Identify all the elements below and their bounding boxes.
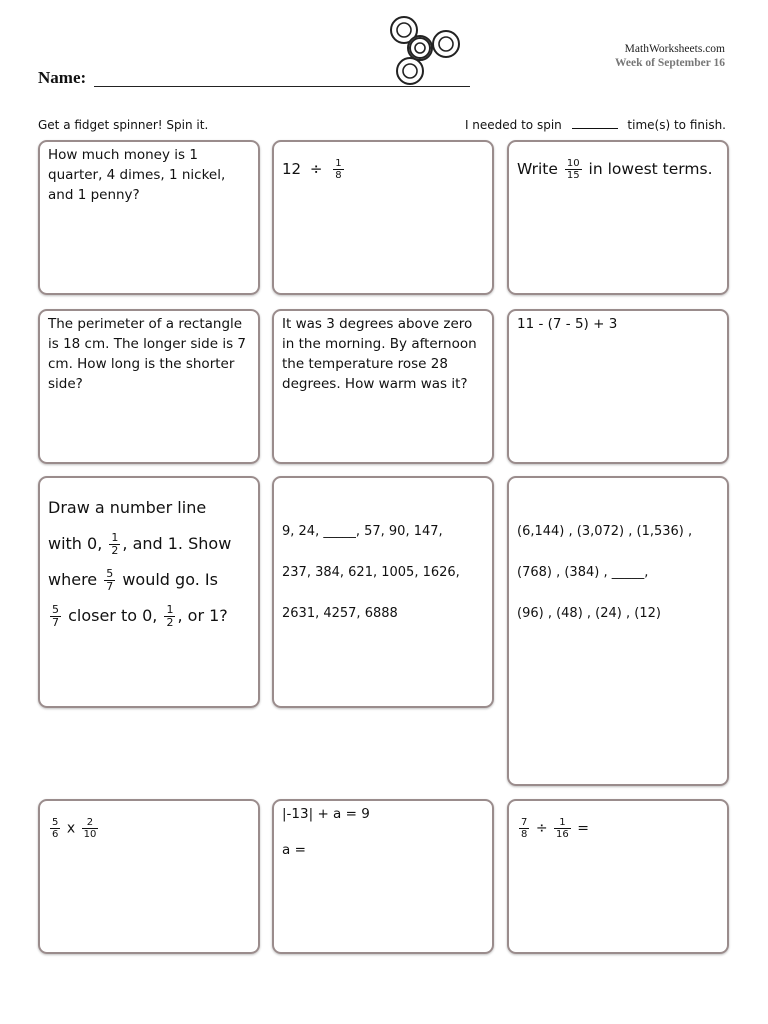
sequence-line-3: (96) , (48) , (24) , (12)	[517, 606, 661, 621]
name-field-line[interactable]	[94, 86, 470, 87]
sequence-line-1: (6,144) , (3,072) , (1,536) ,	[517, 524, 693, 539]
division-operator: ÷	[309, 160, 323, 178]
line-4	[48, 598, 250, 634]
question-box-10	[38, 799, 260, 954]
question-box-3	[507, 140, 729, 295]
instruction-right-start: I needed to spin	[464, 118, 562, 132]
text: , and 1. Show	[122, 534, 232, 553]
question-box-4	[38, 309, 260, 464]
fraction-five-sevenths	[104, 568, 115, 593]
numerator: 1	[111, 531, 119, 544]
fidget-spinner-icon	[386, 16, 462, 86]
numerator: 5	[106, 567, 114, 580]
question-box-11	[272, 799, 494, 954]
instruction-right-end: time(s) to finish.	[627, 118, 726, 132]
line-1: Draw a number line	[48, 498, 207, 517]
question-text: How much money is 1 quarter, 4 dimes, 1 nickel, and 1 penny?	[48, 147, 226, 203]
text: with 0,	[48, 534, 103, 553]
denominator: 7	[52, 616, 59, 629]
equation: |-13| + a = 9	[282, 806, 370, 822]
dividend: 12	[282, 160, 302, 178]
denominator: 15	[566, 170, 580, 181]
fraction	[333, 158, 343, 181]
question-text: It was 3 degrees above zero in the morning. By afternoon the temperature rose 28 degrees. How warm was it?	[282, 316, 477, 392]
fraction	[554, 817, 571, 840]
fraction-five-sevenths	[50, 604, 61, 629]
division-operator: ÷	[535, 820, 548, 837]
numerator: 7	[521, 817, 528, 828]
instruction-right	[440, 118, 726, 132]
numerator: 5	[52, 817, 59, 828]
question-box-12	[507, 799, 729, 954]
equals-sign: =	[577, 820, 589, 837]
denominator: 8	[521, 829, 528, 840]
numerator: 1	[335, 158, 342, 169]
denominator: 8	[335, 170, 342, 181]
denominator: 10	[83, 829, 97, 840]
fraction-half	[164, 604, 175, 629]
fraction	[565, 158, 582, 181]
prompt-start: Write	[517, 160, 558, 178]
text: , or 1?	[177, 606, 228, 625]
fraction	[519, 817, 529, 840]
sequence-line-2: (768) , (384) , _____,	[517, 565, 649, 580]
question-box-8	[272, 476, 494, 708]
question-box-6	[507, 309, 729, 464]
question-box-1	[38, 140, 260, 295]
text: closer to 0,	[68, 606, 158, 625]
question-box-9	[507, 476, 729, 786]
line-2	[48, 526, 250, 562]
sequence-line-2: 237, 384, 621, 1005, 1626,	[282, 565, 460, 580]
numerator: 1	[559, 817, 566, 828]
line-3	[48, 562, 250, 598]
site-name: MathWorksheets.com	[624, 43, 725, 55]
multiply-operator: x	[66, 820, 76, 837]
numerator: 10	[566, 158, 580, 169]
name-label: Name:	[38, 68, 87, 87]
answer-prompt: a =	[282, 842, 306, 858]
denominator: 6	[52, 829, 59, 840]
text: would go. Is	[122, 570, 218, 589]
question-box-2	[272, 140, 494, 295]
prompt-end: in lowest terms.	[588, 160, 713, 178]
denominator: 2	[111, 544, 119, 557]
question-text: The perimeter of a rectangle is 18 cm. The longer side is 7 cm. How long is the shorter side?	[48, 316, 246, 392]
instruction-left: Get a fidget spinner! Spin it.	[38, 118, 209, 132]
numerator: 1	[166, 603, 174, 616]
question-box-5	[272, 309, 494, 464]
text: where	[48, 570, 98, 589]
fraction	[50, 817, 60, 840]
fraction-half	[109, 532, 120, 557]
denominator: 7	[106, 580, 114, 593]
question-box-7	[38, 476, 260, 708]
sequence-line-1: 9, 24, _____, 57, 90, 147,	[282, 524, 443, 539]
numerator: 2	[86, 817, 94, 828]
spin-count-blank[interactable]	[572, 128, 618, 129]
question-text: 11 - (7 - 5) + 3	[517, 316, 618, 332]
fraction	[82, 817, 99, 840]
week-label: Week of September 16	[615, 57, 725, 69]
numerator: 5	[52, 603, 59, 616]
denominator: 2	[166, 616, 174, 629]
denominator: 16	[556, 829, 569, 840]
sequence-line-3: 2631, 4257, 6888	[282, 606, 398, 621]
